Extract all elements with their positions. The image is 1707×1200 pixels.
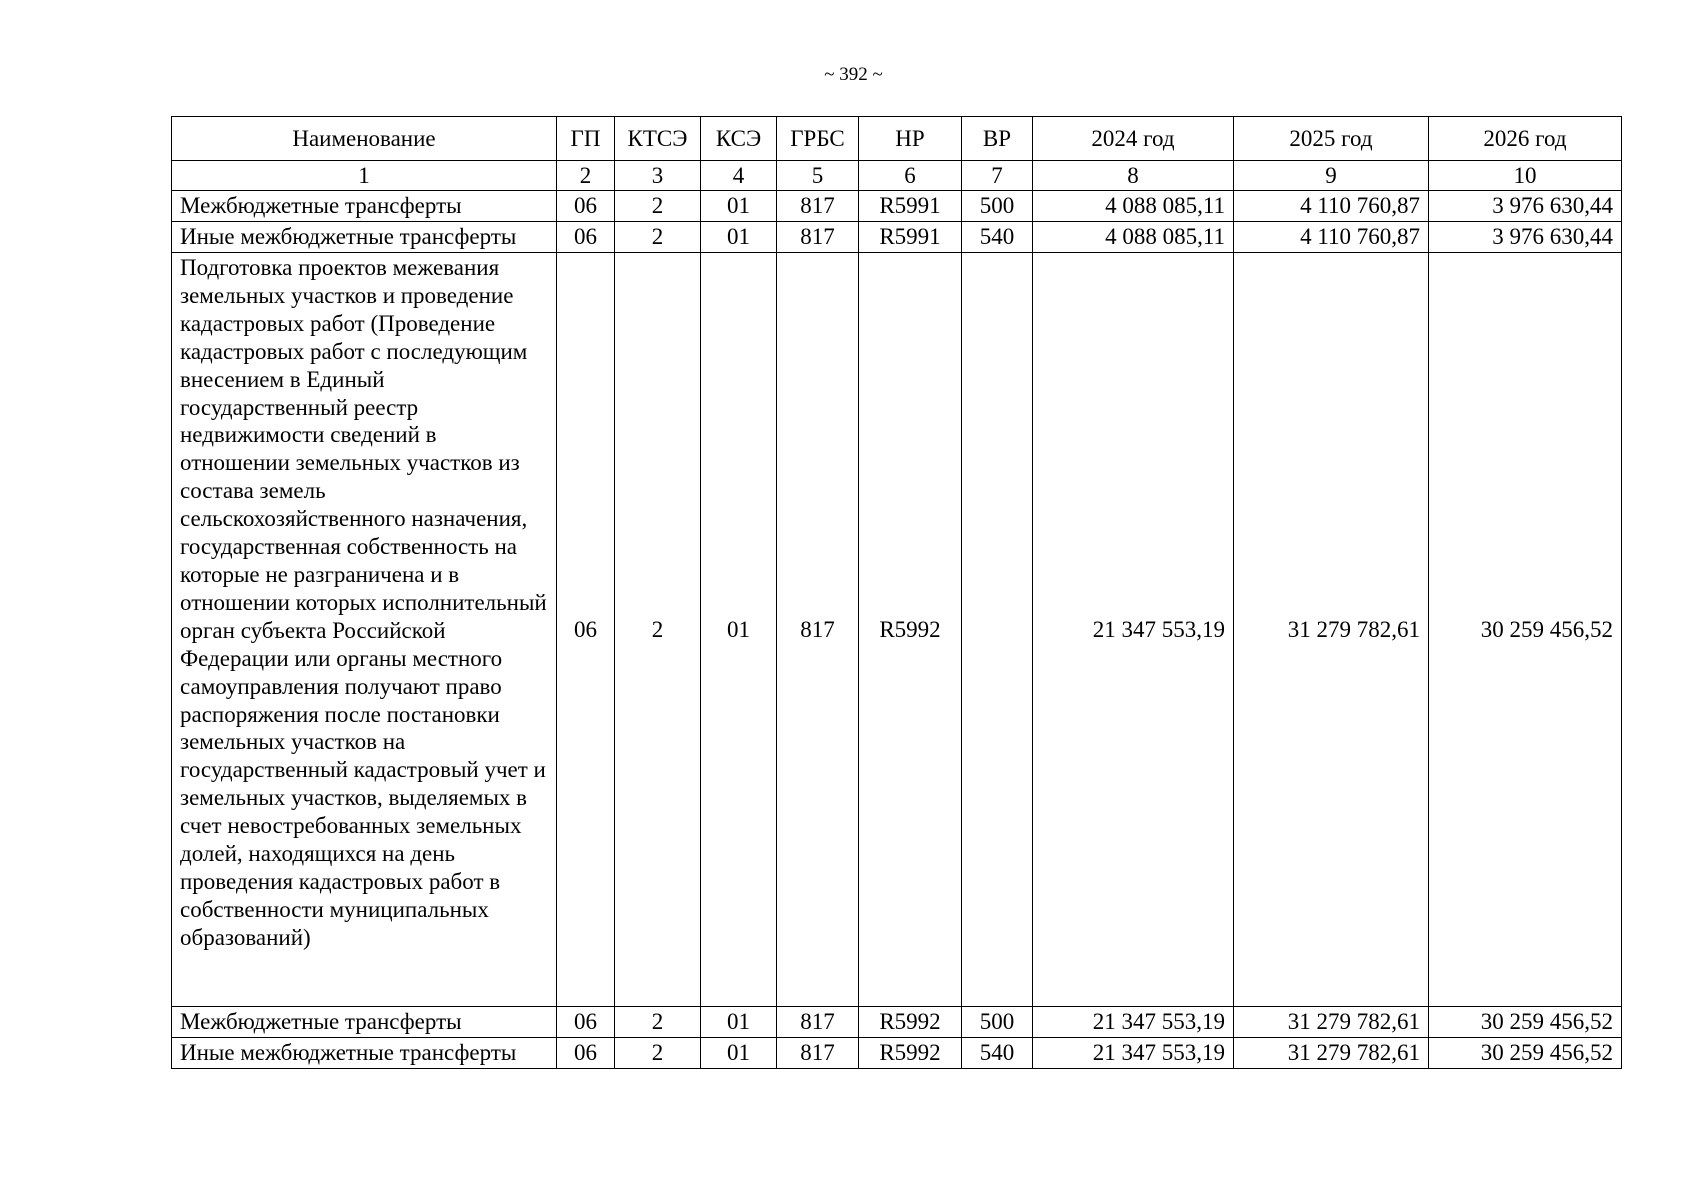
cell-ktse: 2 — [615, 222, 701, 253]
cell-2026: 30 259 456,52 — [1429, 1007, 1622, 1038]
column-header-2025: 2025 год — [1234, 117, 1429, 161]
cell-2024: 21 347 553,19 — [1033, 1007, 1234, 1038]
row-name: Иные межбюджетные трансферты — [172, 1038, 557, 1069]
column-header-grbs: ГРБС — [777, 117, 859, 161]
column-header-2024: 2024 год — [1033, 117, 1234, 161]
cell-grbs: 817 — [777, 1007, 859, 1038]
cell-2026: 3 976 630,44 — [1429, 222, 1622, 253]
table-row — [172, 1038, 1622, 1069]
column-number: 8 — [1033, 161, 1234, 191]
column-number: 2 — [557, 161, 615, 191]
cell-vr: 540 — [962, 222, 1033, 253]
cell-2024: 4 088 085,11 — [1033, 222, 1234, 253]
cell-gp: 06 — [557, 222, 615, 253]
cell-kse: 01 — [701, 1007, 777, 1038]
page-number: ~ 392 ~ — [824, 64, 883, 85]
cell-nr: R5992 — [859, 1007, 962, 1038]
budget-table — [171, 116, 1622, 1069]
cell-ktse: 2 — [615, 1007, 701, 1038]
cell-2025: 4 110 760,87 — [1234, 222, 1429, 253]
cell-2026: 30 259 456,52 — [1429, 1038, 1622, 1069]
cell-vr: 540 — [962, 1038, 1033, 1069]
row-name: Подготовка проектов межевания земельных участков и проведение кадастровых работ (Проведение кадастровых работ с последующим внесением в Единый государственный реестр недвижимости сведений в отношении земельных участков из состава земель сельскохозяйственного назначения, государственная собственность на которые не разграничена и в отношении которых исполнительный орган субъекта Российской Федерации или органы местного самоуправления получают право распоряжения после постановки земельных участков на государственный кадастровый учет и земельных участков, выделяемых в счет невостребованных земельных долей, находящихся на день проведения кадастровых работ в собственности муниципальных образований) — [172, 253, 557, 1007]
cell-grbs: 817 — [777, 191, 859, 222]
cell-ktse: 2 — [615, 253, 701, 1007]
cell-2025: 31 279 782,61 — [1234, 1038, 1429, 1069]
cell-nr: R5992 — [859, 1038, 962, 1069]
column-number: 6 — [859, 161, 962, 191]
cell-ktse: 2 — [615, 1038, 701, 1069]
row-name: Межбюджетные трансферты — [172, 1007, 557, 1038]
cell-kse: 01 — [701, 222, 777, 253]
cell-2026: 30 259 456,52 — [1429, 253, 1622, 1007]
cell-grbs: 817 — [777, 253, 859, 1007]
cell-kse: 01 — [701, 191, 777, 222]
cell-vr: 500 — [962, 191, 1033, 222]
column-number: 7 — [962, 161, 1033, 191]
cell-gp: 06 — [557, 1007, 615, 1038]
cell-nr: R5991 — [859, 191, 962, 222]
table-row — [172, 253, 1622, 1007]
cell-kse: 01 — [701, 253, 777, 1007]
cell-vr: 500 — [962, 1007, 1033, 1038]
header-row — [172, 117, 1622, 161]
cell-gp: 06 — [557, 191, 615, 222]
cell-vr — [962, 253, 1033, 1007]
cell-grbs: 817 — [777, 1038, 859, 1069]
column-header-kse: КСЭ — [701, 117, 777, 161]
cell-2024: 21 347 553,19 — [1033, 253, 1234, 1007]
cell-2024: 21 347 553,19 — [1033, 1038, 1234, 1069]
column-number: 10 — [1429, 161, 1622, 191]
column-header-ktse: КТСЭ — [615, 117, 701, 161]
column-number: 4 — [701, 161, 777, 191]
row-name: Межбюджетные трансферты — [172, 191, 557, 222]
table-row — [172, 191, 1622, 222]
column-number: 1 — [172, 161, 557, 191]
table-row — [172, 222, 1622, 253]
column-number-row — [172, 161, 1622, 191]
cell-2025: 4 110 760,87 — [1234, 191, 1429, 222]
cell-gp: 06 — [557, 1038, 615, 1069]
cell-nr: R5992 — [859, 253, 962, 1007]
cell-2025: 31 279 782,61 — [1234, 1007, 1429, 1038]
column-number: 5 — [777, 161, 859, 191]
cell-kse: 01 — [701, 1038, 777, 1069]
column-header-gp: ГП — [557, 117, 615, 161]
column-header-name: Наименование — [172, 117, 557, 161]
column-number: 3 — [615, 161, 701, 191]
column-number: 9 — [1234, 161, 1429, 191]
column-header-vr: ВР — [962, 117, 1033, 161]
cell-2026: 3 976 630,44 — [1429, 191, 1622, 222]
cell-grbs: 817 — [777, 222, 859, 253]
cell-ktse: 2 — [615, 191, 701, 222]
cell-gp: 06 — [557, 253, 615, 1007]
cell-nr: R5991 — [859, 222, 962, 253]
column-header-2026: 2026 год — [1429, 117, 1622, 161]
row-name: Иные межбюджетные трансферты — [172, 222, 557, 253]
table-row — [172, 1007, 1622, 1038]
cell-2025: 31 279 782,61 — [1234, 253, 1429, 1007]
column-header-nr: НР — [859, 117, 962, 161]
cell-2024: 4 088 085,11 — [1033, 191, 1234, 222]
